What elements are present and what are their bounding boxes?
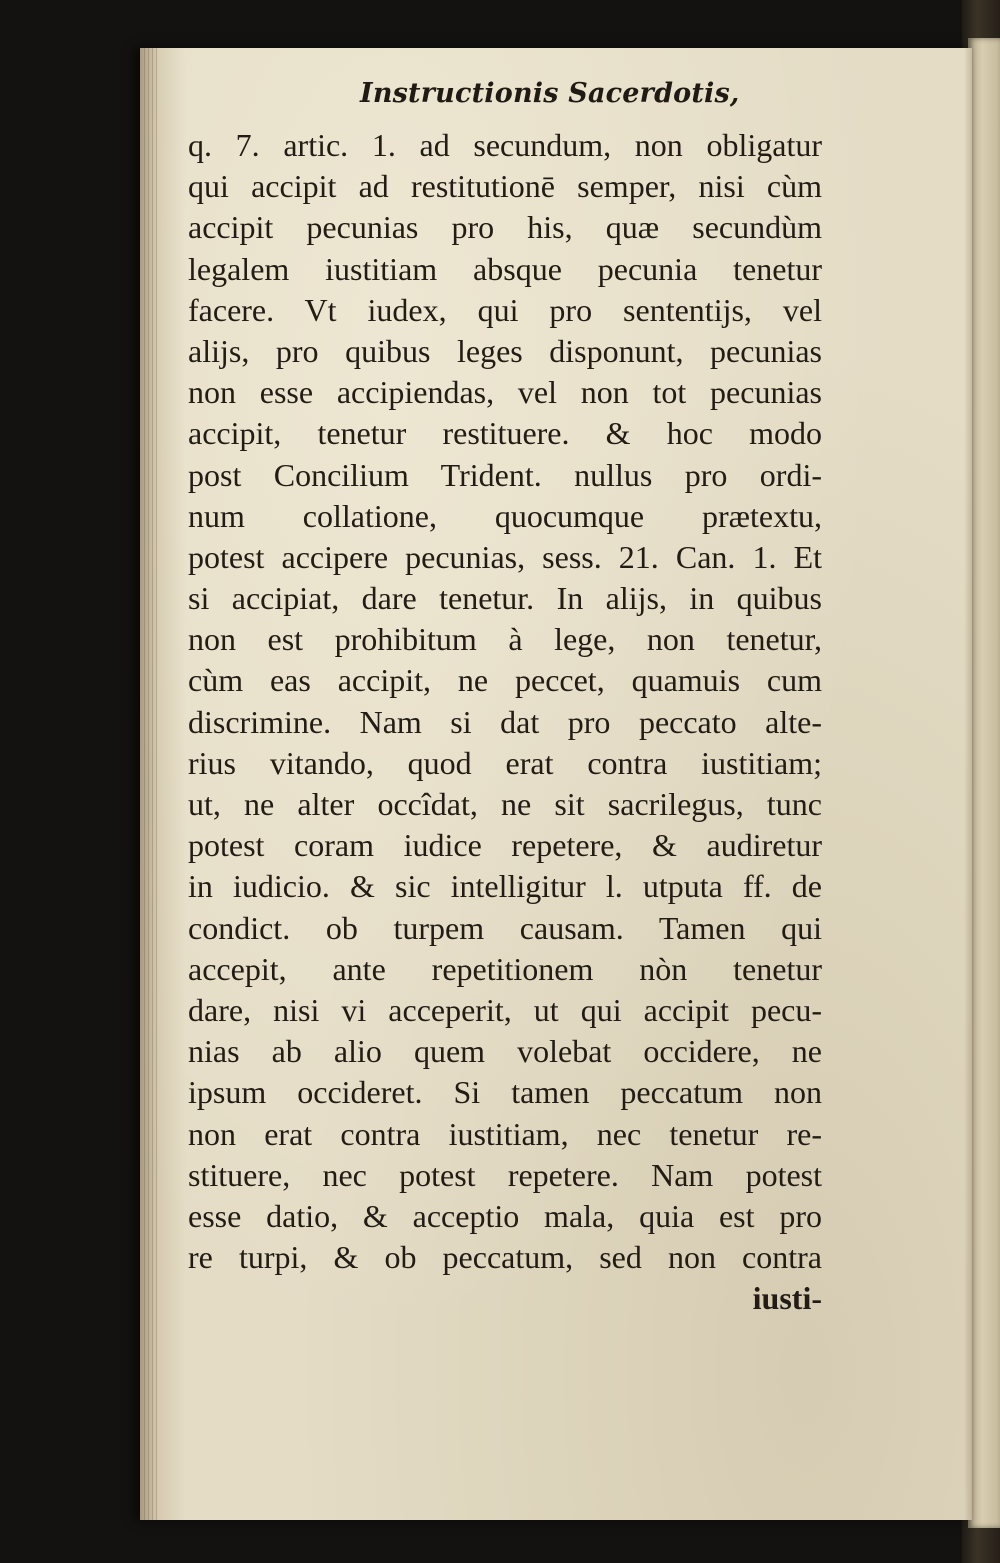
text-line: non erat contra iustitiam, nec tenetur re- <box>188 1115 822 1152</box>
text-line: re turpi, & ob peccatum, sed non contra <box>188 1239 822 1276</box>
catchword: iusti- <box>752 1280 822 1317</box>
text-line: nias ab alio quem volebat occidere, ne <box>188 1033 822 1070</box>
text-line: accepit, ante repetitionem nòn tenetur <box>188 950 822 987</box>
page-outer-edge <box>964 48 972 1520</box>
text-line: legalem iustitiam absque pecunia tenetur <box>188 250 822 287</box>
text-line: post Concilium Trident. nullus pro ordi- <box>188 456 822 493</box>
page-stack-edges <box>144 48 160 1520</box>
body-text <box>188 125 822 1319</box>
text-line: ut, ne alter occîdat, ne sit sacrilegus, tunc <box>188 786 822 822</box>
text-line: num collatione, quocumque prætextu, <box>188 497 822 534</box>
text-line: discrimine. Nam si dat pro peccato alte- <box>188 703 822 740</box>
text-line: condict. ob turpem causam. Tamen qui <box>188 909 822 946</box>
text-line: accipit, tenetur restituere. & hoc modo <box>188 415 822 452</box>
text-line: facere. Vt iudex, qui pro sententijs, vel <box>188 291 822 328</box>
running-head: Instructionis Sacerdotis, <box>360 78 740 109</box>
text-line: in iudicio. & sic intelligitur l. utputa ff. de <box>188 868 822 905</box>
facing-page-edge <box>968 38 1000 1528</box>
text-line: ipsum occideret. Si tamen peccatum non <box>188 1074 822 1111</box>
text-line: dare, nisi vi acceperit, ut qui accipit pecu- <box>188 991 822 1028</box>
text-line: potest accipere pecunias, sess. 21. Can. 1. Et <box>188 538 822 575</box>
text-line: non est prohibitum à lege, non tenetur, <box>188 621 822 658</box>
text-line: accipit pecunias pro his, quæ secundùm <box>188 209 822 246</box>
text-line: si accipiat, dare tenetur. In alijs, in quibus <box>188 580 822 617</box>
text-line: qui accipit ad restitutionē semper, nisi cùm <box>188 168 822 205</box>
text-line: potest coram iudice repetere, & audiretur <box>188 827 822 864</box>
text-line: rius vitando, quod erat contra iustitiam; <box>188 744 822 781</box>
text-line: alijs, pro quibus leges disponunt, pecunias <box>188 332 822 369</box>
text-line: esse datio, & acceptio mala, quia est pro <box>188 1197 822 1234</box>
text-line: stituere, nec potest repetere. Nam potest <box>188 1156 822 1193</box>
text-line: non esse accipiendas, vel non tot pecunias <box>188 374 822 411</box>
text-line: q. 7. artic. 1. ad secundum, non obligatur <box>188 127 822 163</box>
text-line: cùm eas accipit, ne peccet, quamuis cum <box>188 662 822 699</box>
